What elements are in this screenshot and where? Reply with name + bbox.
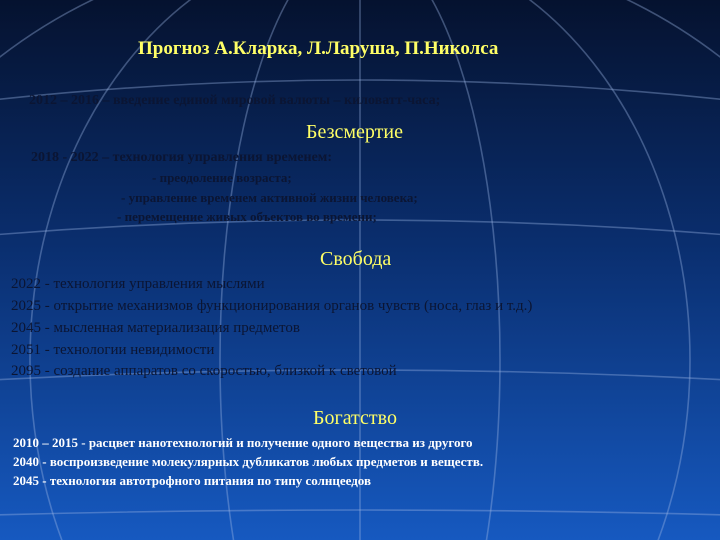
heading-freedom: Свобода	[320, 248, 392, 270]
heading-wealth: Богатство	[313, 407, 397, 429]
bullet-item: - перемещение живых объектов во времени;	[117, 209, 377, 224]
freedom-item: 2025 - открытие механизмов функционирования органов чувств (носа, глаз и т.д.)	[11, 298, 533, 314]
wealth-item: 2045 - технология автотрофного питания по типу солнцеедов	[13, 473, 372, 488]
currency-line: 2012 – 2016 – введение единой мировой валюты – киловатт-часа;	[29, 93, 441, 108]
freedom-item: 2051 - технологии невидимости	[11, 342, 215, 358]
freedom-item: 2045 - мысленная материализация предметов	[11, 320, 300, 336]
freedom-item: 2022 - технология управления мыслями	[11, 276, 265, 292]
bullet-item: - управление временем активной жизни человека;	[121, 190, 418, 205]
heading-immortality: Безсмертие	[306, 121, 403, 143]
freedom-item: 2095 - создание аппаратов со скоростью, близкой к световой	[11, 363, 397, 379]
bullet-item: - преодоление возраста;	[152, 170, 292, 185]
wealth-item: 2040 - воспроизведение молекулярных дубликатов любых предметов и веществ.	[13, 454, 484, 469]
wealth-item: 2010 – 2015 - расцвет нанотехнологий и получение одного вещества из другого	[13, 435, 473, 450]
slide-title: Прогноз А.Кларка, Л.Ларуша, П.Николса	[138, 38, 499, 59]
time-tech-line: 2018 - 2022 – технология управления временем:	[31, 150, 332, 165]
